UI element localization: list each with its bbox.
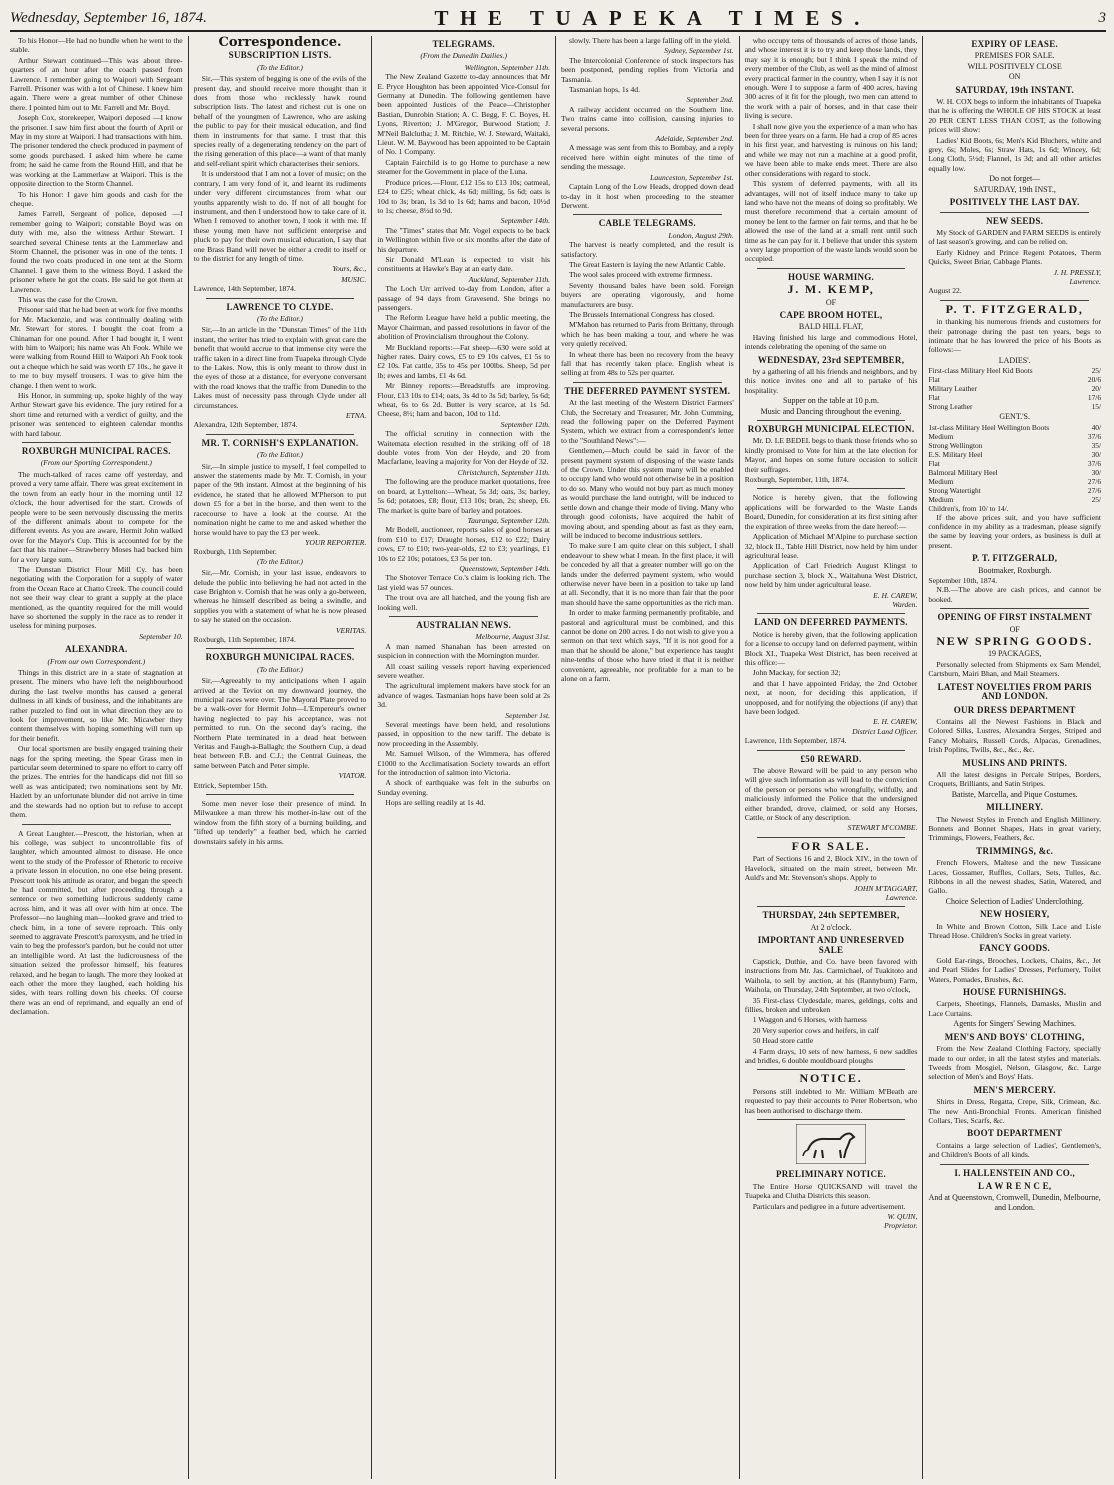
divider xyxy=(940,1164,1089,1165)
paragraph: The wool sales proceed with extreme firmness. xyxy=(569,270,713,280)
signature-role: Proprietor. xyxy=(884,1221,918,1231)
ad-heading: £50 REWARD. xyxy=(800,753,862,764)
paragraph: His Honor, in summing up, spoke highly of the way Arthur Stewart gave his evidence. The jury retired for a short time and returned with a verdict of guilty, and the prisoner was sentenced to eighteen calendar months with hard labour. xyxy=(10,391,183,438)
article-byline: (From our own Correspondent.) xyxy=(47,656,146,666)
ad-heading: NOTICE. xyxy=(799,1071,863,1086)
paragraph: At the last meeting of the Western District Farmers' Club, the Secretary and Treasurer, Mr. John Cumming, read the following paper on the Deferred Payment System, which we extract from a correspondent's letter to the "Southland News":— xyxy=(561,398,734,445)
paragraph: Carpets, Sheetings, Flannels, Damasks, Muslin and Lace Curtains. xyxy=(928,999,1102,1018)
signature: YOUR REPORTER. xyxy=(305,537,367,547)
paragraph: James Farrell, Sergeant of police, deposed —I remember going to Waipori; constable Boyd was on duty with me, also the witness Arthur Stewart. I searched several Chinese tents at the Lammerlaw and Storm Channel, the prisoner was in one of the tents. I found the two coats produced in one tent at the Storm Channel. I gave them to the witness Boyd. I asked the prisoner where he got the coats. He said he got them at Lawrence. xyxy=(10,209,183,294)
ad-line: ON xyxy=(1008,72,1021,82)
paragraph: The official scrutiny in connection with the Waitemata election resulted in the striking off of 18 double votes from Von der Heyde, and 20 from Macfarlane, leaving a majority for Von der Heyde of 32. xyxy=(377,429,551,467)
paragraph: Prisoner said that he had been at work for five months for Mr. Mackenzie, and was continually dealing with Mr. Stewart for stores. I bought the coat from a Chinaman for one pound. After I had bought it, I went with him to Waipori; his name was Ah Fook. While we were walking from Round Hill to Waipori Ah Fook took out a cheque which he said was worth £7 10s., he gave it to me to buy myself trousers. I was to give him the change. I then went to work. xyxy=(10,305,183,390)
price-value xyxy=(1084,504,1101,513)
ad-heading: TRIMMINGS, &c. xyxy=(976,845,1054,856)
price-value: 25/ xyxy=(1091,366,1102,376)
ad-heading: HOUSE FURNISHINGS. xyxy=(963,987,1067,998)
signature: MUSIC. xyxy=(341,274,367,284)
ad-line: CAPE BROOM HOTEL, xyxy=(779,309,883,320)
masthead xyxy=(10,6,1106,32)
signature: I. HALLENSTEIN AND CO., xyxy=(954,1167,1076,1178)
paragraph: The Intercolonial Conference of stock inspectors has been postponed, pending replies from Victoria and Tasmania. xyxy=(561,55,734,84)
signature-role: L A W R E N C E, xyxy=(977,1180,1052,1191)
column-1 xyxy=(10,36,188,1479)
dateline: September 10th, 1874. xyxy=(928,576,998,586)
paragraph: Capstick, Duthie, and Co. have been favored with instructions from Mr. Jas. Carmichael, of Tuakitoto and Waihola, to sell by auction, at his (Rannyburn) Farm, Waihola, on Thursday, 24th September, at two o'clock, xyxy=(744,956,918,995)
paragraph: who occupy tens of thousands of acres of those lands, and whose interest it is to try and keep those lands, they may say it is enough; but I think I speak the mind of every member of the Club, as well as the mind of almost every practical farmer in the country, when I say it is not enough. Were I to suppose a farm of 400 acres, having 300 acres of it fit for the plough, two men can attend to the work with a pair of horses, and in that case their living is secure. xyxy=(744,36,918,121)
paragraph: The following are the produce market quotations, free on board, at Lyttelton:—Wheat, 5s 3d; oats, 3s; barley, 5s 6d; potatoes, £8; flour, £13 10s; bran, 2s; sheep, £6. The market is quite bare of barley and potatoes. xyxy=(377,477,551,515)
paragraph: To his Honor: I gave him goods and cash for the cheque. xyxy=(10,189,183,208)
ad-heading: ROXBURGH MUNICIPAL ELECTION. xyxy=(747,424,915,435)
paragraph: Persons still indebted to Mr. William M'Beath are requested to pay their accounts to Peter Robertson, who has been authorised to discharge them. xyxy=(744,1086,918,1115)
paragraph: To make sure I am quite clear on this subject, I shall endeavour to shew what I mean. In the first place, it will be conceded by all that a greater number will go on the lands under the deferred payment system, who would otherwise never have been in a position to take up land at all. Secondly, that it is no more than fair that the poor man should have the same opportunities as the rich man. xyxy=(561,541,734,607)
price-value: 25/ xyxy=(1091,494,1102,504)
price-row xyxy=(928,477,1101,486)
paragraph: Produce prices.—Flour, £12 15s to £13 10s; oatmeal, £24 to £25; wheat chick, 4s 6d; milling, 5s 6d; oats is 10d to 3s; bran, 1s 3d to 1s 6d; hams and bacon, 10½d to 1s; cheese, 8½d to 9d. xyxy=(377,177,551,215)
paragraph: Mr. Samuel Wilson, of the Wimmera, has offered £1000 to the Acclimatisation Society towards an effort for the introduction of salmon into Victoria. xyxy=(377,749,551,778)
column-6 xyxy=(922,36,1106,1479)
paragraph: Notice is hereby given, that the following applications will be forwarded to the Waste Lands Board, Dunedin, for consideration at its first sitting after the expiration of three weeks from the date hereof:— xyxy=(744,493,918,531)
ad-heading: FOR SALE. xyxy=(791,838,871,853)
divider xyxy=(22,442,171,443)
ad-line: Choice Selection of Ladies' Underclothing. xyxy=(945,896,1084,906)
dateline: Alexandra, 12th September, 1874. xyxy=(193,420,298,430)
price-row xyxy=(928,504,1101,513)
column-2 xyxy=(188,36,372,1479)
dateline: Christchurch, September 11th. xyxy=(457,467,551,477)
sale-item: 4 Farm drays, 10 sets of new harness, 6 new saddles and bridles, 6 double mouldboard ploughs xyxy=(744,1046,918,1065)
ad-line: At 2 o'clock. xyxy=(810,922,852,932)
horse-icon xyxy=(796,1124,866,1164)
ad-line: WILL POSITIVELY CLOSE xyxy=(967,61,1062,71)
paragraph: The agricultural implement makers have stock for an advance of wages. Tasmanian hops have been sold at 2s 3d. xyxy=(377,681,551,710)
ad-line: THURSDAY, 24th SEPTEMBER, xyxy=(762,910,900,921)
price-item: Strong Leather xyxy=(928,402,973,412)
dateline: Roxburgh, 11th September. xyxy=(193,547,277,557)
paragraph: Sir,—This system of begging is one of the evils of the present day, and should receive more thought than it does from those who recklessly hawk round subscription lists. The latest and richest cut is one on behalf of the youngmen of Lawrence, who are asking the public to pay for their musical education, and find them in instruments for that same. I trust that this species really of a degenerating tendency on the part of the rising generation of this place—a want of that manly and self-reliant spirit which characterises their seniors. xyxy=(193,74,367,168)
price-row xyxy=(928,384,1101,393)
paragraph: All coast sailing vessels report having experienced severe weather. xyxy=(377,661,551,680)
dateline: Roxburgh, 11th September, 1874. xyxy=(193,634,296,644)
ad-line: Agents for Singers' Sewing Machines. xyxy=(953,1019,1076,1029)
article-byline: (To the Editor.) xyxy=(257,556,303,566)
ad-line: SATURDAY, 19th INST., xyxy=(973,184,1056,194)
paragraph: Application of Carl Friedrich August Klingst to purchase section 3, block X., Waitahuna West District, now held by him under agricultural lease. xyxy=(744,561,918,590)
ad-heading: NEW SPRING GOODS. xyxy=(936,634,1094,649)
divider xyxy=(757,906,906,907)
paragraph: Yours, &c., xyxy=(332,264,367,274)
ad-line: OF xyxy=(825,297,837,307)
article-heading: ROXBURGH MUNICIPAL RACES. xyxy=(21,446,171,457)
paragraph: Application of Michael M'Alpine to purchase section 32, block II., Table Hill District, now held by him under agricultural lease. xyxy=(744,532,918,560)
paragraph: French Flowers, Maltese and the new Tussicane Laces, Gossamer, Ruffles, Collars, Sets, Tulles, &c. Ribbons in all the newest shades, Satin, Watered, and Gallo. xyxy=(928,858,1102,896)
divider xyxy=(940,212,1089,213)
price-value: 20/ xyxy=(1091,384,1102,394)
price-item: E.S. Military Heel xyxy=(928,449,983,459)
paragraph: The "Times" states that Mr. Vogel expects to be back in Wellington within five or six months after the date of his departure. xyxy=(377,225,551,254)
price-row xyxy=(928,366,1101,375)
price-row xyxy=(928,486,1101,495)
dateline: Sydney, September 1st. xyxy=(664,46,734,56)
dateline: Lawrence, 11th September, 1874. xyxy=(744,736,847,746)
article-heading: TELEGRAMS. xyxy=(432,39,495,49)
paragraph: W. H. COX begs to inform the inhabitants of Tuapeka that he is offering the WHOLE OF HIS STOCK at least 20 PER CENT LESS THAN COST, as the following prices will show: xyxy=(928,97,1102,135)
paragraph: To his Honor—He had no bundle when he went to the stable. xyxy=(10,36,183,55)
price-row xyxy=(928,375,1101,384)
dateline: September 2nd. xyxy=(686,95,734,105)
divider xyxy=(757,837,906,838)
signature: E. H. CAREW, xyxy=(873,590,918,600)
paragraph: by a gathering of all his friends and neighbors, and by this notice invites one and all to partake of his hospitality. xyxy=(744,367,918,395)
ad-line: PREMISES FOR SALE. xyxy=(974,51,1055,61)
article-heading: ALEXANDRA. xyxy=(65,644,128,655)
price-item: Medium xyxy=(928,494,954,504)
price-row xyxy=(928,423,1101,432)
paragraph: The Shotover Terrace Co.'s claim is looking rich. The last yield was 57 ounces. xyxy=(377,573,551,592)
ad-heading: MILLINERY. xyxy=(986,802,1044,813)
ad-heading: FANCY GOODS. xyxy=(979,943,1051,954)
paragraph: In order to make farming permanently profitable, and pastoral and agricultural must be combined, and this cannot be done on 200 acres. I do not wish to give you a sermon on that text which says, "If it is not good for a man that he should be alone," but experience has taught nine-tenths of those who have tried it that it is neither convenient, agreeable, nor profitable for a man to be alone on a farm. xyxy=(561,608,734,683)
signature-role: Bootmaker, Roxburgh. xyxy=(978,565,1052,575)
paragraph: The trout ova are all hatched, and the young fish are looking well. xyxy=(377,593,551,612)
paragraph: Sir,—In an article in the "Dunstan Times" of the 11th instant, the writer has tried to explain with great care the benefit that would accrue to that immense city were the traffic taken in a direct line from Tuapeka through Clyde to the Lakes. Now, this is only meant to throw dust in the eyes of those at a distance, for everyone conversant with the road knows that the traffic from Dunedin to the Lakes must of necessity pass through Clyde under all circumstances. xyxy=(193,325,367,410)
paragraph: Some men never lose their presence of mind. In Milwaukee a man threw his mother-in-law out of the window from the fifth story of a burning building, and "lifted up tenderly" a feather bed, which he carried downstairs safely in his arms. xyxy=(193,799,367,846)
ad-heading: BOOT DEPARTMENT xyxy=(967,1128,1063,1139)
price-value: 30/ xyxy=(1091,449,1102,459)
ad-heading: NEW SEEDS. xyxy=(986,215,1044,226)
paragraph: The much-talked of races came off yesterday, and proved a very tame affair. There was great excitement in the town from an early hour in the morning until 12 o'clock, the hour advertised for the start. Crowds of people were to be seen nervously discussing the merits of the different animals about to compete for the different events. As you are aware, Hermit John walked over for the Mayor's Cup. This is accounted for by the fact that his trainer—Strawberry Moses had backed him for a very large sum. xyxy=(10,469,183,564)
divider xyxy=(573,214,722,215)
divider xyxy=(940,608,1089,609)
divider xyxy=(757,268,906,269)
dateline: August 22. xyxy=(928,286,962,296)
price-value: 15/ xyxy=(1091,402,1102,412)
price-item: Children's, from 10/ to 14/. xyxy=(928,503,1009,513)
sale-item: 35 First-class Clydesdale, mares, geldings, colts and fillies, broken and unbroken xyxy=(744,995,918,1014)
signature: P. T. FITZGERALD, xyxy=(972,553,1058,564)
ad-line: Batiste, Marcella, and Pique Costumes. xyxy=(951,789,1078,799)
ad-line: OF xyxy=(1009,624,1020,634)
paragraph: Several meetings have been held, and resolutions passed, in opposition to the new tariff. The debate is now proceeding in the Assembly. xyxy=(377,720,551,748)
dateline: Adelaide, September 2nd. xyxy=(655,134,734,144)
divider xyxy=(389,616,538,617)
price-item: First-class Military Heel Kid Boots xyxy=(928,366,1033,376)
article-heading: AUSTRALIAN NEWS. xyxy=(416,619,512,630)
dateline: Roxburgh, September, 11th, 1874. xyxy=(744,475,849,485)
price-value: 35/ xyxy=(1091,440,1102,450)
sale-item: 20 Very superior cows and heifers, in calf xyxy=(752,1025,880,1035)
paragraph: Gentlemen,—Much could be said in favor of the present payment system of disposing of the waste lands of the Crown. Under this system many will be enabled to occupy land who would not otherwise be in a position to do so. Many who would not buy part as much money as would purchase the land outright, will be induced to settle down and change their mode of living. Many who through good colonists, have acquired the habit of moving about, and spending about as fast as they earn, will be induced to become industrious settlers. xyxy=(561,446,734,540)
paragraph: The Dunstan District Flour Mill Cy. has been negotiating with the Corporation for a supply of water from the Ocean Race at Chatto Creek. The council could not see their way clear to grant a supply at the place mentioned, as the quantity required for the mill would have so shortened the supply in the race as to render it useless for mining purposes. xyxy=(10,564,183,631)
article-byline: (To the Editor.) xyxy=(257,313,303,323)
paragraph: From the New Zealand Clothing Factory, specially made to our order, in all the latest styles and materials. Tweeds from Mosgiel, Nelson, Glasgow, &c. Large selection of Men's and Boys' Hats. xyxy=(928,1044,1102,1082)
ad-line: Supper on the table at 10 p.m. xyxy=(783,396,880,406)
article-byline: (To the Editor.) xyxy=(257,450,303,460)
page-number: 3 xyxy=(1098,9,1106,26)
paragraph: In White and Brown Cotton, Silk Lace and Lisle Thread Hose. Children's Socks in great variety. xyxy=(928,921,1102,941)
dateline: Wellington, September 11th. xyxy=(464,62,551,72)
price-row xyxy=(928,393,1101,402)
price-item: Strong Wellington xyxy=(928,440,983,450)
divider xyxy=(757,488,906,489)
price-row xyxy=(928,432,1101,441)
price-row xyxy=(928,450,1101,459)
newspaper-title: THE TUAPEKA TIMES. xyxy=(434,5,871,30)
price-row xyxy=(928,441,1101,450)
paragraph: A man named Shanahan has been arrested on suspicion in connection with the Mornington murder. xyxy=(377,641,551,661)
paragraph: Gold Ear-rings, Brooches, Lockets, Chains, &c., Jet and Pearl Slides for Ladies' Dresses, Perfumery, Toilet Waters, Pomades, Brushes, &c. xyxy=(928,955,1102,984)
price-value: 30/ xyxy=(1091,467,1102,477)
paragraph: Our local sportsmen are busily engaged training their nags for the spring meeting, the Spear Grass men in particular seem determined to spare no effort to carry off the prizes. The entries for the handicaps did not fill so well as was anticipated; two nominations sent by Mr. Hazlett by an unfortunate blunder did not arrive in time and the stewards had no option but to refuse to accept them. xyxy=(10,744,183,820)
ad-heading: P. T. FITZGERALD, xyxy=(945,301,1084,316)
column-5 xyxy=(739,36,923,1479)
ad-line: Do not forget— xyxy=(989,174,1041,184)
paragraph: Mr. D. LE BEDEL begs to thank those friends who so kindly promised to Vote for him at the late election for Mayor, and hopes on some future occasion to solicit their suffrages. xyxy=(744,436,918,474)
paragraph: Tasmanian hops, 1s 4d. xyxy=(569,85,640,95)
price-section-title: LADIES'. xyxy=(998,355,1031,365)
paragraph: The Loch Urr arrived to-day from London, after a passage of 94 days from Gravesend. She brings no passengers. xyxy=(377,284,551,312)
paragraph: Things in this district are in a state of stagnation at present. The miners who have left the neighbourhood during the last twelve months has caused a general dullness in all kinds of business, and the inhabitants are rather puzzled to find out in what direction they are to look for improvement, so like Mr. Micawber they content themselves with hoping something will turn up for their benefit. xyxy=(10,668,183,743)
paragraph: The harvest is nearly completed, and the result is satisfactory. xyxy=(561,240,734,259)
dateline: Launceston, September 1st. xyxy=(650,172,734,182)
paragraph: The Entire Horse QUICKSAND will travel the Tuapeka and Clutha Districts this season. xyxy=(744,1181,918,1201)
paragraph: Notice is hereby given, that the following application for a license to occupy land on deferred payment, within Block XI., Tuapeka West District, has been received at this office:— xyxy=(744,629,918,667)
paragraph: The New Zealand Gazette to-day announces that Mr E. Pryce Houghton has been appointed Vice-Consul for Germany at Dunedin. The following gentlemen have been appointed Justices of the Peace—Christopher Bastian, Dunrobin Station; A. C. Begg, F. C. Boyes, H. Lyons, Riverton; J. M'Gregor, Burwood Station; J. M'Neil Balclutha; J. M. Ritchie, W. J. Steward, Waitaki, Lieut. W. M. Baywood has been appointed to be Captain of No. 1 Company. xyxy=(377,72,551,157)
paragraph: A shock of earthquake was felt in the suburbs on Sunday evening. xyxy=(377,778,551,797)
divider xyxy=(757,1119,906,1120)
dateline: Tauranga, September 12th. xyxy=(467,515,551,525)
dateline: Auckland, September 11th. xyxy=(468,274,551,284)
signature-role: Warden. xyxy=(892,599,918,609)
divider xyxy=(757,1069,906,1070)
ad-line: BALD HILL FLAT, xyxy=(798,322,864,332)
divider xyxy=(206,648,355,649)
divider xyxy=(22,824,171,825)
paragraph: Hops are selling readily at 1s 4d. xyxy=(385,798,486,808)
signature: W. QUIN, xyxy=(887,1212,918,1222)
divider xyxy=(206,298,355,299)
sale-item: 1 Waggon and 6 Horses, with harness xyxy=(752,1015,867,1025)
section-title: Correspondence. xyxy=(218,36,342,50)
paragraph: This was the case for the Crown. xyxy=(18,294,118,304)
column-3 xyxy=(371,36,555,1479)
price-item: Flat xyxy=(928,458,940,468)
signature: STEWART M'COMBE. xyxy=(847,823,918,833)
price-item: Strong Watertight xyxy=(928,485,981,495)
paragraph: Shirts in Dress, Regatta, Crepe, Silk, Crimean, &c. The new Anti-Bronchial Fronts. American finished Collars, Ties, Scarfs, &c. xyxy=(928,1097,1102,1125)
price-value: 27/6 xyxy=(1087,485,1102,495)
ad-heading: IMPORTANT AND UNRESERVED SALE xyxy=(757,935,905,955)
price-item: Flat xyxy=(928,375,940,385)
article-heading: CABLE TELEGRAMS. xyxy=(598,218,696,229)
paragraph: Sir,—In simple justice to myself, I feel compelled to answer the statements made by Mr. T. Cornish, in your paper of the 9th instant. Almost at the beginning of his evidence, he stated that he allowed M'Pherson to put down £5 for a bet in the horse, and then went to the racecourse to have a look at the course. At the nomination night he came to me and asked whether the horse would have to pay the £3 per week. xyxy=(193,461,367,537)
price-value: 17/6 xyxy=(1087,393,1102,403)
paragraph: Seventy thousand bales have been sold. Foreign buyers are operating vigorously, and home manufacturers are busy. xyxy=(561,280,734,309)
price-item: Military Leather xyxy=(928,384,977,394)
paragraph: Arthur Stewart continued—This was about three-quarters of an hour after the coach passed from Lawrence. I remember going to Waipori with Sergeant Farrell. Prisoner was with a lot of Chinese. I knew him again. There were a great number of other Chinese there. I pointed him out to Mr. Farrell and Mr. Boyd. xyxy=(10,55,183,112)
ad-heading: MEN'S AND BOYS' CLOTHING, xyxy=(944,1031,1085,1042)
article-byline: (From our Sporting Correspondent.) xyxy=(40,458,152,468)
signature: VERITAS. xyxy=(335,625,367,635)
article-heading: MR. T. CORNISH'S EXPLANATION. xyxy=(201,437,359,448)
divider xyxy=(573,382,722,383)
ad-heading: HOUSE WARMING. xyxy=(787,271,875,282)
ad-line: WEDNESDAY, 23rd SEPTEMBER, xyxy=(757,354,905,365)
price-value: 37/6 xyxy=(1087,431,1102,441)
paragraph: Mr Bodell, auctioneer, reports sales of good horses at from £10 to £17; Draught horses, £12 to £22; Dairy cows, £7 to £10; two-year-olds, £2 to £3; yearlings, £1 10s to £2 10s; potatoes, £3 5s per ton. xyxy=(377,525,551,563)
price-item: Medium xyxy=(928,476,954,486)
ad-heading: OPENING OF FIRST INSTALMENT xyxy=(937,612,1092,623)
paragraph: The Newest Styles in French and English Millinery. Bonnets and Bonnet Shapes, Hats in great variety, Trimmings, Flowers, Feathers, &c. xyxy=(928,814,1102,843)
ad-name: J. M. KEMP, xyxy=(787,282,875,297)
divider xyxy=(206,434,355,435)
ad-line: Music and Dancing throughout the evening. xyxy=(760,406,902,416)
paragraph: Early Kidney and Prince Regent Potatoes, Therm Quicks, Sweet Briar, Cabbage Plants. xyxy=(928,247,1102,267)
signature-role: District Land Officer. xyxy=(852,726,918,736)
ad-line: SATURDAY, 19th INSTANT. xyxy=(955,84,1074,95)
dateline: September 10. xyxy=(139,631,183,641)
paragraph: Captain Fairchild is to go Home to purchase a new steamer for the Government in place of the Luna. xyxy=(377,157,551,177)
columns xyxy=(10,36,1106,1479)
signature-role: Lawrence. xyxy=(885,892,918,902)
divider xyxy=(940,300,1089,301)
price-value: 40/ xyxy=(1091,422,1102,432)
article-heading: THE DEFERRED PAYMENT SYSTEM. xyxy=(564,385,731,396)
ad-line: 19 PACKAGES, xyxy=(987,649,1042,659)
paragraph: A message was sent from this to Bombay, and a reply received here within eight minutes of the time of sending the message. xyxy=(561,143,734,172)
signature: JOHN M'TAGGART, xyxy=(854,883,918,893)
dateline: September 12th. xyxy=(500,419,551,429)
ad-line: And at Queenstown, Cromwell, Dunedin, Melbourne, and London. xyxy=(928,1193,1101,1212)
article-heading: LAWRENCE TO CLYDE. xyxy=(226,301,334,312)
price-row xyxy=(928,402,1101,411)
paragraph: The Brussels International Congress has closed. xyxy=(569,309,715,319)
paragraph: and that I have appointed Friday, the 2nd October next, at noon, for deciding this application, if unopposed, and for notifying the objections (if any) that have been lodged. xyxy=(744,678,918,716)
price-row xyxy=(928,459,1101,468)
paragraph: A Great Laughter.—Prescott, the historian, when at his college, was subject to uncontrollable fits of laughter, which amounted almost to disease. He once went to the study of the Professor of Rhetoric to receive a private lesson in elocution, no one else being present. Prescott took his attitude as orator, and began the speech he had committed, but after proceeding through a sentence or two something ludicrous suddenly came across him, and it was all over with him at once. The Professor—no laughing man—looked grave and tried to check him, in a tone of severe reproach. This only seemed to aggravate Prescott's paroxysm, and he tried in vain to beg the professor's pardon, but he could not utter an intelligible word. At last the ludicrousness of the situation seized the professor himself, his features relaxed, and he began to laugh. The more they looked at each other the more they laughed, each holding his sides, with tears rolling down his cheeks. Of course there was an end of reprimand, and equally an end of declamation. xyxy=(10,828,183,1017)
dateline: Melbourne, August 31st. xyxy=(475,632,551,642)
price-row xyxy=(928,468,1101,477)
paragraph: in thanking his numerous friends and customers for their patronage during the past ten years, begs to intimate that he has lowered the price of his Boots as follows:— xyxy=(928,317,1102,355)
article-byline: (To the Editor.) xyxy=(257,664,303,674)
dateline: September 1st. xyxy=(505,710,551,720)
sale-item: 50 Head store cattle xyxy=(752,1036,814,1046)
paragraph: Mr Binney reports:—Breadstuffs are improving. Flour, £13 10s to £14; oats, 3s 4d to 3s 5d; barley, 5s 6d; wheat, 6s to 6s 2d. Butter is very scarce, at 1s 5d. Cheese, 8½; ham and bacon, 10d to 11d. xyxy=(377,381,551,419)
paragraph: M'Mahon has returned to Paris from Brittany, through which he has been making a tour, and where he was very quietly received. xyxy=(561,320,734,349)
dateline: Ettrick, September 15th. xyxy=(193,780,268,790)
price-item: Flat xyxy=(928,393,940,403)
paragraph: If the above prices suit, and you have sufficient confidence in my ability as a tradesman, please signify the same by leaving your orders, as business is dull at present. xyxy=(928,512,1102,550)
paragraph: Particulars and pedigree in a future advertisement. xyxy=(752,1201,906,1211)
ad-heading: LAND ON DEFERRED PAYMENTS. xyxy=(754,617,908,628)
divider xyxy=(757,420,906,421)
ad-heading: LATEST NOVELTIES FROM PARIS AND LONDON. xyxy=(937,681,1092,702)
paragraph: The Great Eastern is laying the new Atlantic Cable. xyxy=(569,259,726,269)
paragraph: All the latest designs in Percale Stripes, Borders, Croquets, Brilliants, and Satin Stripes. xyxy=(928,769,1102,789)
price-item: Medium xyxy=(928,431,954,441)
divider xyxy=(757,613,906,614)
paragraph: I shall now give you the experience of a man who has been for three years on a farm. He had a crop of 85 acres in his first year, and harvesting is ruinous on his land; and while we may not run a machine at a good profit, we have been able to make ends meet. There are also other considerations with regard to stock. xyxy=(744,121,918,178)
paragraph: Contains all the Newest Fashions in Black and Colored Silks, Lustres, Alexandra Serges, Striped and Fancy Mohairs, Russell Cords, Alpacas, Grenadines, Irish Poplins, Twills, &c., &c., &c. xyxy=(928,716,1102,755)
column-4 xyxy=(555,36,739,1479)
price-item: Balmoral Military Heel xyxy=(928,467,998,477)
signature: E. H. CAREW, xyxy=(873,717,918,727)
price-section-title: GENT.'S. xyxy=(999,412,1030,422)
paragraph: This system of deferred payments, with all its advantages, will not of itself induce many to take up land who have not the means of doing so profitably. We must therefore recommend that a certain amount of money be lent to the farmer on fair terms, and that he be allowed the use of the land at a small rent until such time as he can pay for it. I believe that under this system a very large proportion of the waste lands would soon be occupied. xyxy=(744,179,918,264)
paragraph: Sir Donald M'Lean is expected to visit his constituents at Hawke's Bay at an early date. xyxy=(377,254,551,274)
paragraph: The Reform League have held a public meeting, the Mayor Chairman, and passed resolutions in favor of the abolition of Provincialism throughout the Colony. xyxy=(377,313,551,342)
price-table-gents xyxy=(928,423,1101,513)
divider xyxy=(757,750,906,751)
paragraph: John Mackay, for section 32; xyxy=(752,668,841,678)
price-item: 1st-class Military Heel Wellington Boots xyxy=(928,422,1050,432)
price-value: 37/6 xyxy=(1087,458,1102,468)
ad-heading: MUSLINS AND PRINTS. xyxy=(962,757,1068,768)
signature-role: Lawrence. xyxy=(1069,276,1102,286)
paragraph: Captain Long of the Low Heads, dropped down dead to-day in it host when proceeding to the steamer Derwent. xyxy=(561,182,734,210)
dateline: London, August 29th. xyxy=(668,230,734,240)
signature: ETNA. xyxy=(345,411,367,421)
price-row xyxy=(928,495,1101,504)
signature: J. H. PRESSLY, xyxy=(1053,267,1102,277)
dateline: Queenstown, September 14th. xyxy=(459,563,551,573)
ad-heading: NEW HOSIERY, xyxy=(979,909,1050,920)
paragraph: It is understood that I am not a lover of music; on the contrary, I am very fond of it, and learnt its rudiments under very different circumstances from what our youths apparently wish to do. If not of all bought for instrument, and then I understood how to take care of it. When I removed to another town, I took it with me. If these young men have not sufficient enterprise and pluck to pay for their own musical education, I say that one Brass Band will never be either a credit to itself or to the district for any length of time. xyxy=(193,169,367,263)
paragraph: Sir,—Agreeably to my anticipations when I again arrived at the Teviot on my downward journey, the municipal races were over. The Mayoral Plate proved to be a walk-over for Hermit John—L'Empereur's owner having neglected to pay his acceptance, was not permitted to run. On the second day's racing, the Northern Plate terminated in a dead heat between Veritas and Faugh-a-Ballagh; the Southern Cup, a dead heat between F.B. and C.J.; the Central Guineas, the same between Patch and Peter simple. xyxy=(193,676,367,770)
price-table-ladies xyxy=(928,366,1101,411)
horse-illustration xyxy=(745,1124,918,1166)
ad-heading: PRELIMINARY NOTICE. xyxy=(776,1169,887,1180)
article-byline: (To the Editor.) xyxy=(257,62,303,72)
ad-heading: OUR DRESS DEPARTMENT xyxy=(953,704,1076,715)
price-value: 27/6 xyxy=(1087,476,1102,486)
article-byline: (From the Dunedin Dailies.) xyxy=(420,51,507,61)
paragraph: Joseph Cox, storekeeper, Waipori deposed —I know the prisoner. I saw him first about the fourth of April or May in my store at Waipori. I had transactions with him. The prisoner tendered the check produced in payment of some goods purchased. I asked him where he came from; he said he came from the Round Hill, and that he was working at the Lammerlaw at Waipori. This is the opposite direction to the Storm Channel. xyxy=(10,113,183,189)
paragraph: Having finished his large and commodious Hotel, intends celebrating the opening of the same on xyxy=(744,332,918,352)
signature: VIATOR. xyxy=(338,771,367,781)
issue-date: Wednesday, September 16, 1874. xyxy=(10,9,207,26)
dateline: Lawrence, 14th September, 1874. xyxy=(193,284,296,294)
dateline: September 14th. xyxy=(500,216,551,226)
price-value: 20/6 xyxy=(1087,375,1102,385)
paragraph: slowly. There has been a large falling off in the yield. xyxy=(569,36,731,45)
paragraph: N.B.—The above are cash prices, and cannot be booked. xyxy=(928,585,1102,604)
paragraph: Sir,—Mr. Cornish, in your last issue, endeavors to delude the public into believing he had not acted in the case Brighton v. Cornish that he was only a go-between, whereas he himself described as being a swindle, and supplies you with a statement of what he is now pleased to say he stated on the occasion. xyxy=(193,568,367,625)
paragraph: A railway accident occurred on the Southern line. Two trains came into collision, causing injuries to several persons. xyxy=(561,104,734,133)
paragraph: My Stock of GARDEN and FARM SEEDS is entirely of last season's growing, and can be relied on. xyxy=(928,227,1102,247)
divider xyxy=(206,794,355,795)
ad-heading: EXPIRY OF LEASE. xyxy=(971,39,1058,49)
paragraph: Mr Buckland reports:—Fat sheep—630 were sold at higher rates. Dairy cows, £5 to £9 10s calves, £1 5s to £2 10s. Fat cattle, 35s to 45s per 100lbs. Sheep, 5d per lb; ewes and lambs, £1 4s 6d. xyxy=(377,342,551,380)
paragraph: Contains a large selection of Ladies', Gentlemen's, and Children's Boots of all kinds. xyxy=(928,1140,1102,1160)
ad-heading: MEN'S MERCERY. xyxy=(973,1084,1056,1095)
paragraph: In wheat there has been no recovery from the heavy fall that has recently taken place. English wheat is selling at from 48s to 52s per quarter. xyxy=(561,349,734,378)
article-heading: SUBSCRIPTION LISTS. xyxy=(228,50,332,61)
ad-line: POSITIVELY THE LAST DAY. xyxy=(949,197,1080,208)
paragraph: Personally selected from Shipments ex Sam Mendel, Cartsburn, Mairi Bhan, and Mail Steamers. xyxy=(928,659,1102,679)
paragraph: Ladies' Kid Boots, 6s; Men's Kid Bluchers, white and grey, 6s; Moles, 6s; Straw Hats, 1s 6d; Wincey, 6d; Long Cloth, 5½d; Flannel, 1s 3d; and all other articles equally low. xyxy=(928,135,1102,173)
paragraph: Part of Sections 16 and 2, Block XIV., in the town of Havelock, situated on the main street, between Mr. Auld's and Mr. Stevenson's shops. Apply to xyxy=(744,854,918,883)
paragraph: The above Reward will be paid to any person who will give such information as will lead to the conviction of the person or persons who wrongfully, wilfully, and maliciously informed the Police that the undersigned either branded, drove, claimed, or sold any Horses, Cattle, or Stock of any description. xyxy=(744,766,918,823)
article-heading: ROXBURGH MUNICIPAL RACES. xyxy=(205,652,355,663)
